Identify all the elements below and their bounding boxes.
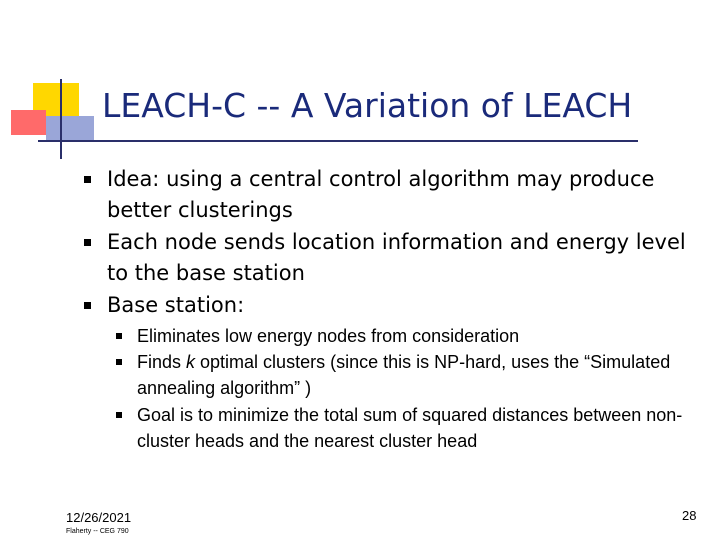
bullet-marker: [84, 239, 91, 246]
footer-author: Flaherty -- CEG 790: [66, 528, 129, 535]
decor-red-square: [11, 110, 46, 135]
footer-date: 12/26/2021: [66, 510, 132, 525]
bullet-marker: [84, 302, 91, 309]
title-underline-rule: [38, 140, 638, 142]
sub-bullet-marker: [116, 412, 122, 418]
bullet-location-info: Each node sends location information and energy level to the base station: [107, 230, 686, 285]
sub-bullet-marker: [116, 359, 122, 365]
bullet-marker: [84, 176, 91, 183]
sub-bullet-text-part: Finds: [137, 352, 187, 372]
sub-bullet-text-part: optimal clusters (since this is NP-hard, uses the “Simulated annealing algorithm” ): [137, 352, 671, 398]
sub-bullet-optimal-clusters: [137, 349, 707, 401]
decor-blue-square: [46, 116, 94, 140]
sub-bullet-goal: Goal is to minimize the total sum of squared distances between non-cluster heads and the nearest cluster head: [137, 405, 683, 451]
variable-k: k: [186, 352, 196, 372]
sub-bullet-marker: [116, 333, 122, 339]
bullet-base-station: Base station:: [107, 293, 245, 317]
decor-vertical-rule: [60, 79, 62, 159]
bullet-idea: Idea: using a central control algorithm may produce better clusterings: [107, 167, 655, 222]
page-number: 28: [682, 508, 697, 523]
sub-bullet-eliminate: Eliminates low energy nodes from consideration: [137, 326, 520, 346]
slide-title: LEACH-C -- A Variation of LEACH: [102, 86, 633, 125]
